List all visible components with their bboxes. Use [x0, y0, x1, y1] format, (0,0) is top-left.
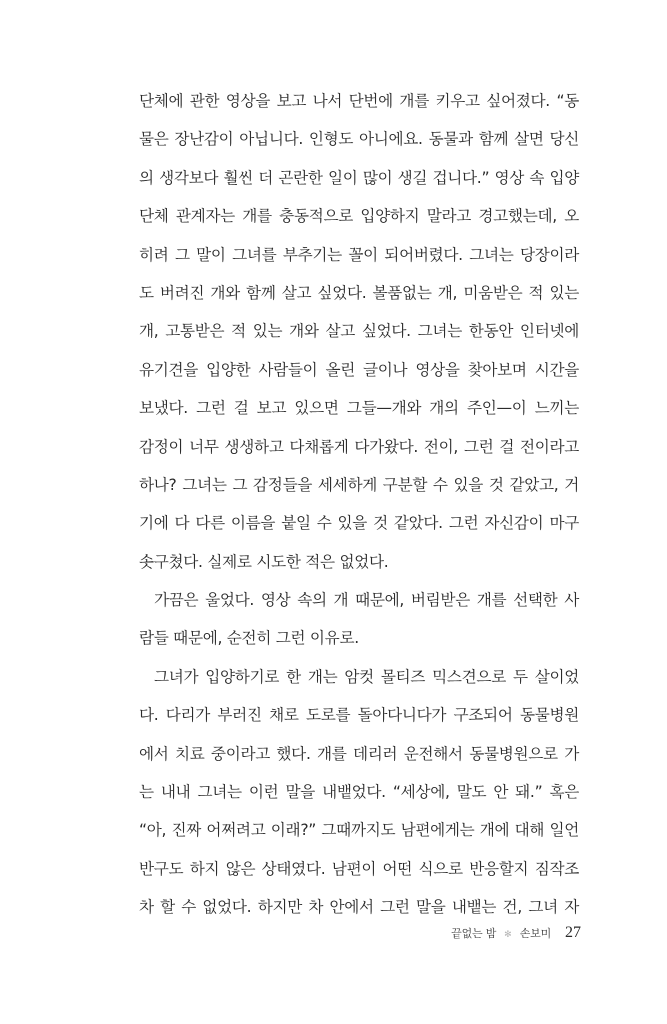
text-line: 감정이 너무 생생하고 다채롭게 다가왔다. 전이, 그런 걸 전이라고: [139, 437, 579, 456]
text-line: 물은 장난감이 아닙니다. 인형도 아니에요. 동물과 함께 살면 당신: [139, 130, 579, 149]
text-line-paragraph-end: 람들 때문에, 순전히 그런 이유로.: [139, 629, 359, 648]
text-line: 하나? 그녀는 그 감정들을 세세하게 구분할 수 있을 것 같았고, 거: [139, 475, 579, 494]
text-line-paragraph-end: 솟구쳤다. 실제로 시도한 적은 없었다.: [139, 552, 389, 571]
text-line: 다. 다리가 부러진 채로 도로를 돌아다니다가 구조되어 동물병원: [139, 706, 579, 725]
book-title: 끝없는 밤: [451, 927, 497, 940]
page-footer: [451, 924, 581, 942]
text-line: 유기견을 입양한 사람들이 올린 글이나 영상을 찾아보며 시간을: [139, 360, 579, 379]
text-line: 히려 그 말이 그녀를 부추기는 꼴이 되어버렸다. 그녀는 당장이라: [139, 245, 579, 264]
text-line: 개, 고통받은 적 있는 개와 살고 싶었다. 그녀는 한동안 인터넷에: [139, 322, 579, 341]
text-line: 단체에 관한 영상을 보고 나서 단번에 개를 키우고 싶어졌다. “동: [139, 92, 579, 110]
text-line: 는 내내 그녀는 이런 말을 내뱉었다. “세상에, 말도 안 돼.” 혹은: [139, 783, 579, 802]
text-line: 에서 치료 중이라고 했다. 개를 데리러 운전해서 동물병원으로 가: [139, 744, 579, 763]
text-line-paragraph-start: 가끔은 울었다. 영상 속의 개 때문에, 버림받은 개를 선택한 사: [154, 591, 579, 610]
text-line: 의 생각보다 훨씬 더 곤란한 일이 많이 생길 겁니다.” 영상 속 입양: [139, 168, 579, 187]
text-line: 차 할 수 없었다. 하지만 차 안에서 그런 말을 내뱉는 건, 그녀 자: [139, 898, 579, 917]
body-text: [139, 86, 579, 931]
page-number: 27: [565, 924, 581, 941]
text-line: 반구도 하지 않은 상태였다. 남편이 어떤 식으로 반응할지 짐작조: [139, 859, 579, 878]
separator-asterisk-icon: ✻: [504, 930, 512, 940]
author-name: 손보미: [519, 927, 551, 940]
text-line: 기에 다 다른 이름을 붙일 수 있을 것 같았다. 그런 자신감이 마구: [139, 514, 579, 533]
text-line: 보냈다. 그런 걸 보고 있으면 그들—개와 개의 주인—이 느끼는: [139, 399, 579, 418]
text-line: 단체 관계자는 개를 충동적으로 입양하지 말라고 경고했는데, 오: [139, 207, 579, 226]
text-line: “아, 진짜 어쩌려고 이래?” 그때까지도 남편에게는 개에 대해 일언: [139, 821, 579, 840]
text-line: 도 버려진 개와 함께 살고 싶었다. 볼품없는 개, 미움받은 적 있는: [139, 283, 579, 302]
text-line-paragraph-start: 그녀가 입양하기로 한 개는 암컷 몰티즈 믹스견으로 두 살이었: [154, 667, 579, 686]
